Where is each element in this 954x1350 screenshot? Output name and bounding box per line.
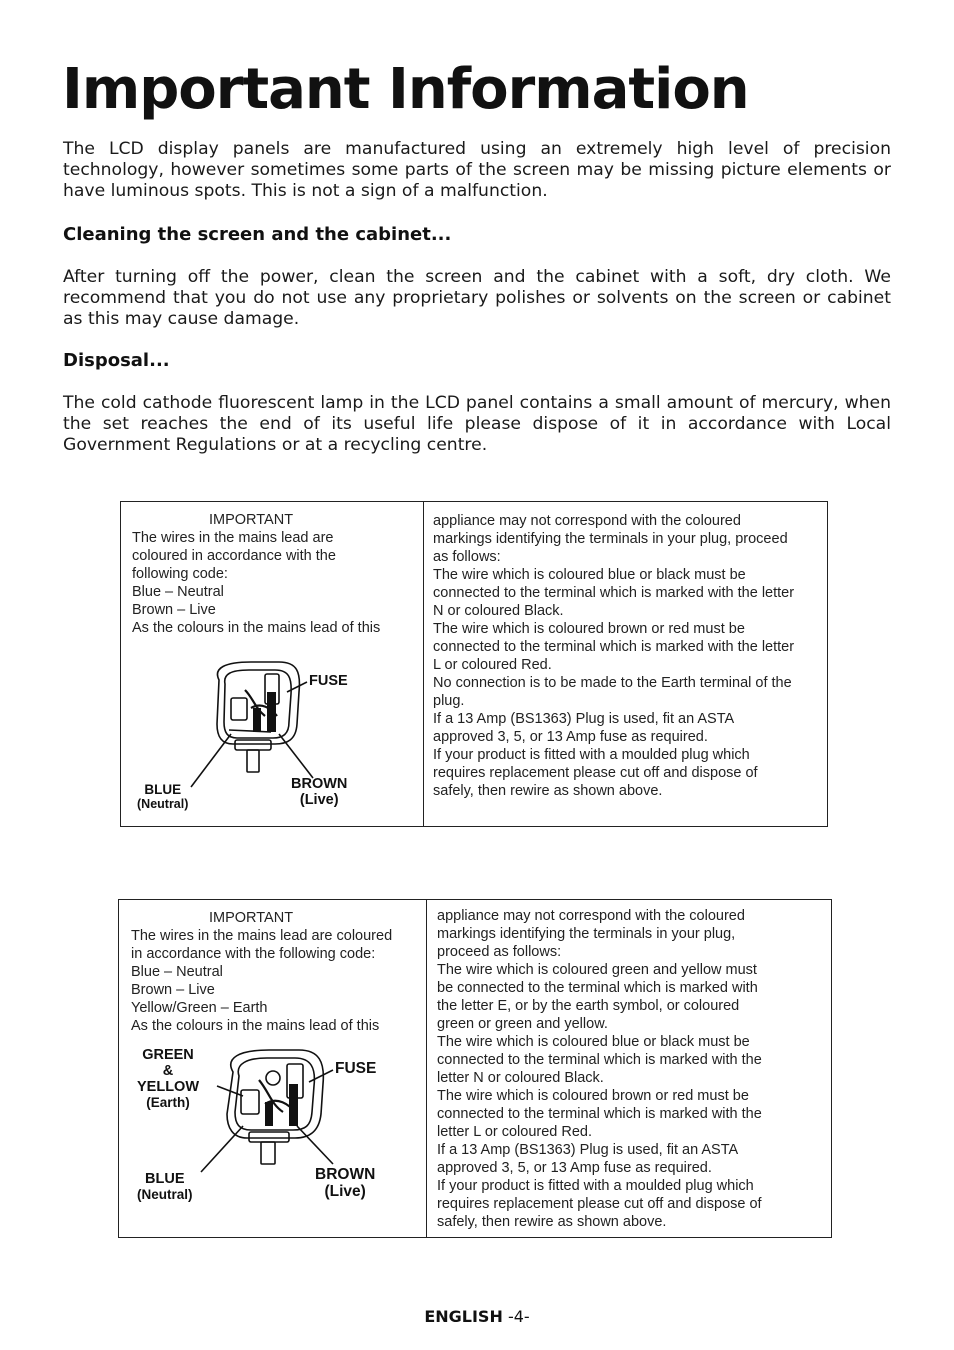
notice2-earth-label: GREEN & YELLOW (Earth) <box>137 1047 200 1110</box>
notice2-right-line: the letter E, or by the earth symbol, or coloured <box>437 998 740 1014</box>
notice2-right-line: markings identifying the terminals in your plug, <box>437 926 736 942</box>
cleaning-paragraph: After turning off the power, clean the screen and the cabinet with a soft, dry cloth. We recommend that you do not use any proprietary polishes or solvents on the screen or cabinet as this may cause damage. <box>63 267 891 329</box>
notice1-right-line: requires replacement please cut off and dispose of <box>433 765 758 781</box>
notice1-right-line: The wire which is coloured brown or red must be <box>433 621 745 637</box>
page-footer <box>0 1306 954 1328</box>
notice2-right-line: proceed as follows: <box>437 944 562 960</box>
notice2-left-line: in accordance with the following code: <box>131 946 376 962</box>
notice2-right-text <box>437 907 762 1231</box>
notice2-right-line: safely, then rewire as shown above. <box>437 1214 667 1230</box>
notice1-right-line: L or coloured Red. <box>433 657 552 673</box>
notice2-right-line: appliance may not correspond with the coloured <box>437 908 745 924</box>
plug-diagram-icon <box>121 502 424 828</box>
notice2-blue-label: BLUE (Neutral) <box>137 1171 193 1202</box>
notice1-left-line: As the colours in the mains lead of this <box>132 620 381 636</box>
notice1-right-line: safely, then rewire as shown above. <box>433 783 663 799</box>
intro-paragraph: The LCD display panels are manufactured using an extremely high level of precision technology, however sometimes some parts of the screen may be missing picture elements or have luminous spots. This is not a sign of a malfunction. <box>63 139 891 201</box>
notice1-right-line: If your product is fitted with a moulded plug which <box>433 747 750 763</box>
notice2-right-line: connected to the terminal which is marked with the <box>437 1052 762 1068</box>
notice2-left-line: Yellow/Green – Earth <box>131 1000 268 1016</box>
notice2-right-line: If a 13 Amp (BS1363) Plug is used, fit an ASTA <box>437 1142 739 1158</box>
plug-wiring-notice-three-core <box>118 899 832 1238</box>
disposal-paragraph: The cold cathode fluorescent lamp in the LCD panel contains a small amount of mercury, when the set reaches the end of its useful life please dispose of it in accordance with Local Government Regulations or at a recycling centre. <box>63 393 891 455</box>
notice1-left-line: coloured in accordance with the <box>132 548 336 564</box>
notice1-left-column <box>121 502 424 826</box>
notice2-right-line: green or green and yellow. <box>437 1016 608 1032</box>
notice1-heading: IMPORTANT <box>209 512 294 528</box>
page-title: Important Information <box>62 57 749 122</box>
footer-page-number: -4- <box>507 1307 530 1326</box>
notice1-left-line: Blue – Neutral <box>132 584 224 600</box>
notice1-right-line: approved 3, 5, or 13 Amp fuse as required. <box>433 729 708 745</box>
notice1-right-text <box>433 512 794 800</box>
notice1-fuse-label: FUSE <box>309 673 348 689</box>
notice1-right-column <box>423 502 827 826</box>
notice1-right-line: connected to the terminal which is marked with the letter <box>433 639 795 655</box>
notice2-right-line: be connected to the terminal which is marked with <box>437 980 758 996</box>
notice2-right-line: requires replacement please cut off and dispose of <box>437 1196 762 1212</box>
notice1-right-line: connected to the terminal which is marked with the letter <box>433 585 795 601</box>
notice1-right-line: as follows: <box>433 549 501 565</box>
notice1-right-line: If a 13 Amp (BS1363) Plug is used, fit an ASTA <box>433 711 735 727</box>
notice2-left-line: Brown – Live <box>131 982 215 998</box>
notice1-right-line: appliance may not correspond with the coloured <box>433 513 741 529</box>
cleaning-heading: Cleaning the screen and the cabinet... <box>63 224 452 245</box>
notice2-fuse-label: FUSE <box>335 1060 377 1077</box>
notice2-heading: IMPORTANT <box>209 910 294 926</box>
notice2-brown-label: BROWN (Live) <box>315 1166 376 1201</box>
notice2-right-line: If your product is fitted with a moulded plug which <box>437 1178 754 1194</box>
notice2-right-line: The wire which is coloured green and yellow must <box>437 962 757 978</box>
notice2-left-column <box>119 900 427 1237</box>
notice2-left-line: The wires in the mains lead are coloured <box>131 928 393 944</box>
notice1-brown-label: BROWN (Live) <box>291 776 348 808</box>
plug-wiring-notice-two-core <box>120 501 828 827</box>
notice1-right-line: markings identifying the terminals in your plug, proceed <box>433 531 788 547</box>
notice2-right-line: connected to the terminal which is marked with the <box>437 1106 762 1122</box>
notice1-left-line: Brown – Live <box>132 602 216 618</box>
notice2-right-line: The wire which is coloured brown or red must be <box>437 1088 749 1104</box>
notice1-right-line: The wire which is coloured blue or black must be <box>433 567 746 583</box>
notice2-right-column <box>426 900 831 1237</box>
notice1-left-line: The wires in the mains lead are <box>132 530 334 546</box>
notice2-right-line: letter N or coloured Black. <box>437 1070 604 1086</box>
notice2-right-line: approved 3, 5, or 13 Amp fuse as required. <box>437 1160 712 1176</box>
notice1-right-line: plug. <box>433 693 465 709</box>
notice2-left-line: As the colours in the mains lead of this <box>131 1018 380 1034</box>
notice2-right-line: letter L or coloured Red. <box>437 1124 593 1140</box>
notice1-right-line: No connection is to be made to the Earth terminal of the <box>433 675 792 691</box>
notice1-blue-label: BLUE (Neutral) <box>137 782 189 811</box>
footer-language: ENGLISH <box>424 1307 503 1326</box>
notice1-right-line: N or coloured Black. <box>433 603 564 619</box>
notice2-right-line: The wire which is coloured blue or black must be <box>437 1034 750 1050</box>
disposal-heading: Disposal... <box>63 350 170 371</box>
notice2-left-line: Blue – Neutral <box>131 964 223 980</box>
notice1-left-line: following code: <box>132 566 228 582</box>
